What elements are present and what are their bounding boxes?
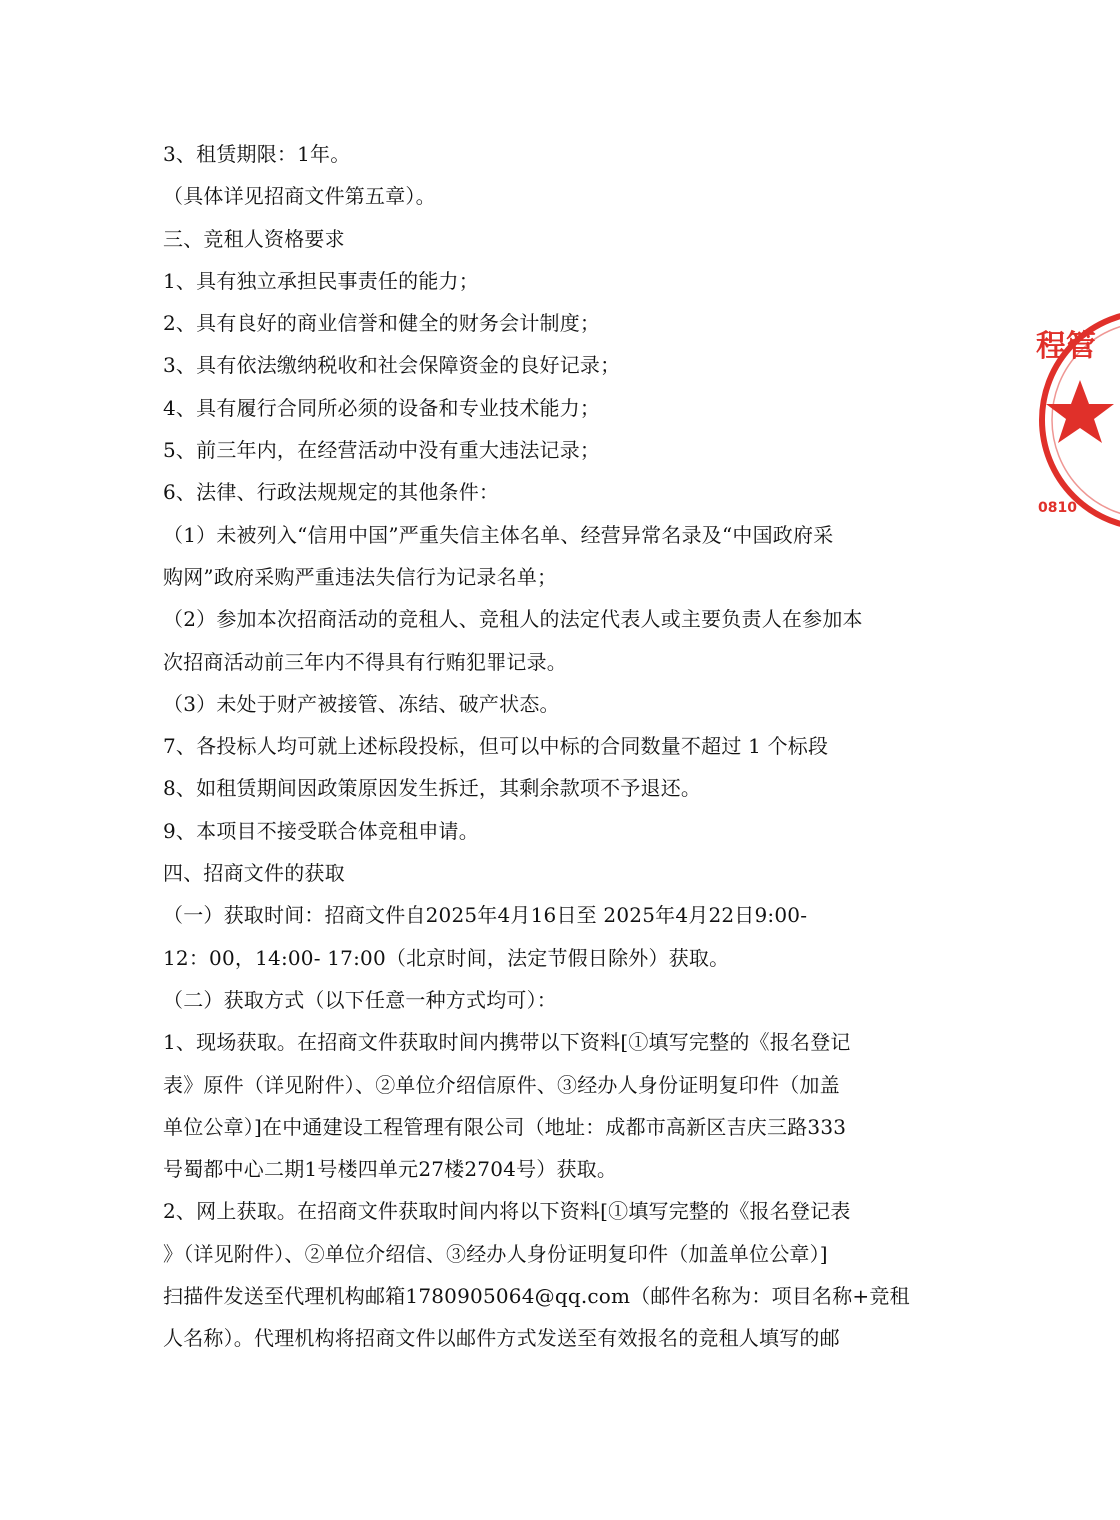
text-line: （具体详见招商文件第五章）。 [163,184,436,209]
text-line: 次招商活动前三年内不得具有行贿犯罪记录。 [163,649,567,674]
text-line: 四、招商文件的获取 [163,861,345,886]
seal-bottom-number: 0810 [1038,500,1077,516]
text-line: 9、本项目不接受联合体竞租申请。 [163,818,479,843]
text-line: 单位公章）]在中通建设工程管理有限公司（地址：成都市高新区吉庆三路333 [163,1114,847,1139]
text-line: 3、具有依法缴纳税收和社会保障资金的良好记录； [163,353,621,378]
text-line: 7、各投标人均可就上述标段投标，但可以中标的合同数量不超过 1 个标段 [163,734,829,759]
text-line: 8、如租赁期间因政策原因发生拆迁，其剩余款项不予退还。 [163,776,702,801]
text-line: 购网”政府采购严重违法失信行为记录名单； [163,564,558,589]
text-line: 人名称）。代理机构将招商文件以邮件方式发送至有效报名的竞租人填写的邮 [163,1326,840,1351]
text-line: 12：00，14:00- 17:00（北京时间，法定节假日除外）获取。 [163,945,730,970]
text-line: 1、具有独立承担民事责任的能力； [163,268,479,293]
text-line: 2、网上获取。在招商文件获取时间内将以下资料[①填写完整的《报名登记表 [163,1199,851,1224]
text-line: （二）获取方式（以下任意一种方式均可）： [163,987,557,1012]
text-line: 》（详见附件）、②单位介绍信、③经办人身份证明复印件（加盖单位公章）] [163,1241,828,1266]
text-line: 6、法律、行政法规规定的其他条件： [163,480,500,505]
text-line: 3、租赁期限：1年。 [163,142,351,166]
document-body [163,133,923,1360]
text-line: 5、前三年内，在经营活动中没有重大违法记录； [163,438,601,463]
text-line: 表》原件（详见附件）、②单位介绍信原件、③经办人身份证明复印件（加盖 [163,1072,840,1097]
text-line: 4、具有履行合同所必须的设备和专业技术能力； [163,395,601,420]
text-line: （3）未处于财产被接管、冻结、破产状态。 [163,691,560,716]
text-line: （1）未被列入“信用中国”严重失信主体名单、经营异常名录及“中国政府采 [163,522,834,547]
text-line: （2）参加本次招商活动的竞租人、竞租人的法定代表人或主要负责人在参加本 [163,607,863,632]
text-line: 扫描件发送至代理机构邮箱1780905064@qq.com（邮件名称为：项目名称+竞租 [163,1284,910,1309]
text-line: （一）获取时间：招商文件自2025年4月16日至 2025年4月22日9:00- [163,903,808,928]
text-line: 三、竞租人资格要求 [163,226,345,251]
seal-top-text: 程管 [1036,329,1096,364]
text-line: 1、现场获取。在招商文件获取时间内携带以下资料[①填写完整的《报名登记 [163,1030,851,1055]
text-line: 2、具有良好的商业信誉和健全的财务会计制度； [163,311,601,336]
text-line: 号蜀都中心二期1号楼四单元27楼2704号）获取。 [163,1157,618,1182]
official-seal-stamp [1030,300,1120,540]
